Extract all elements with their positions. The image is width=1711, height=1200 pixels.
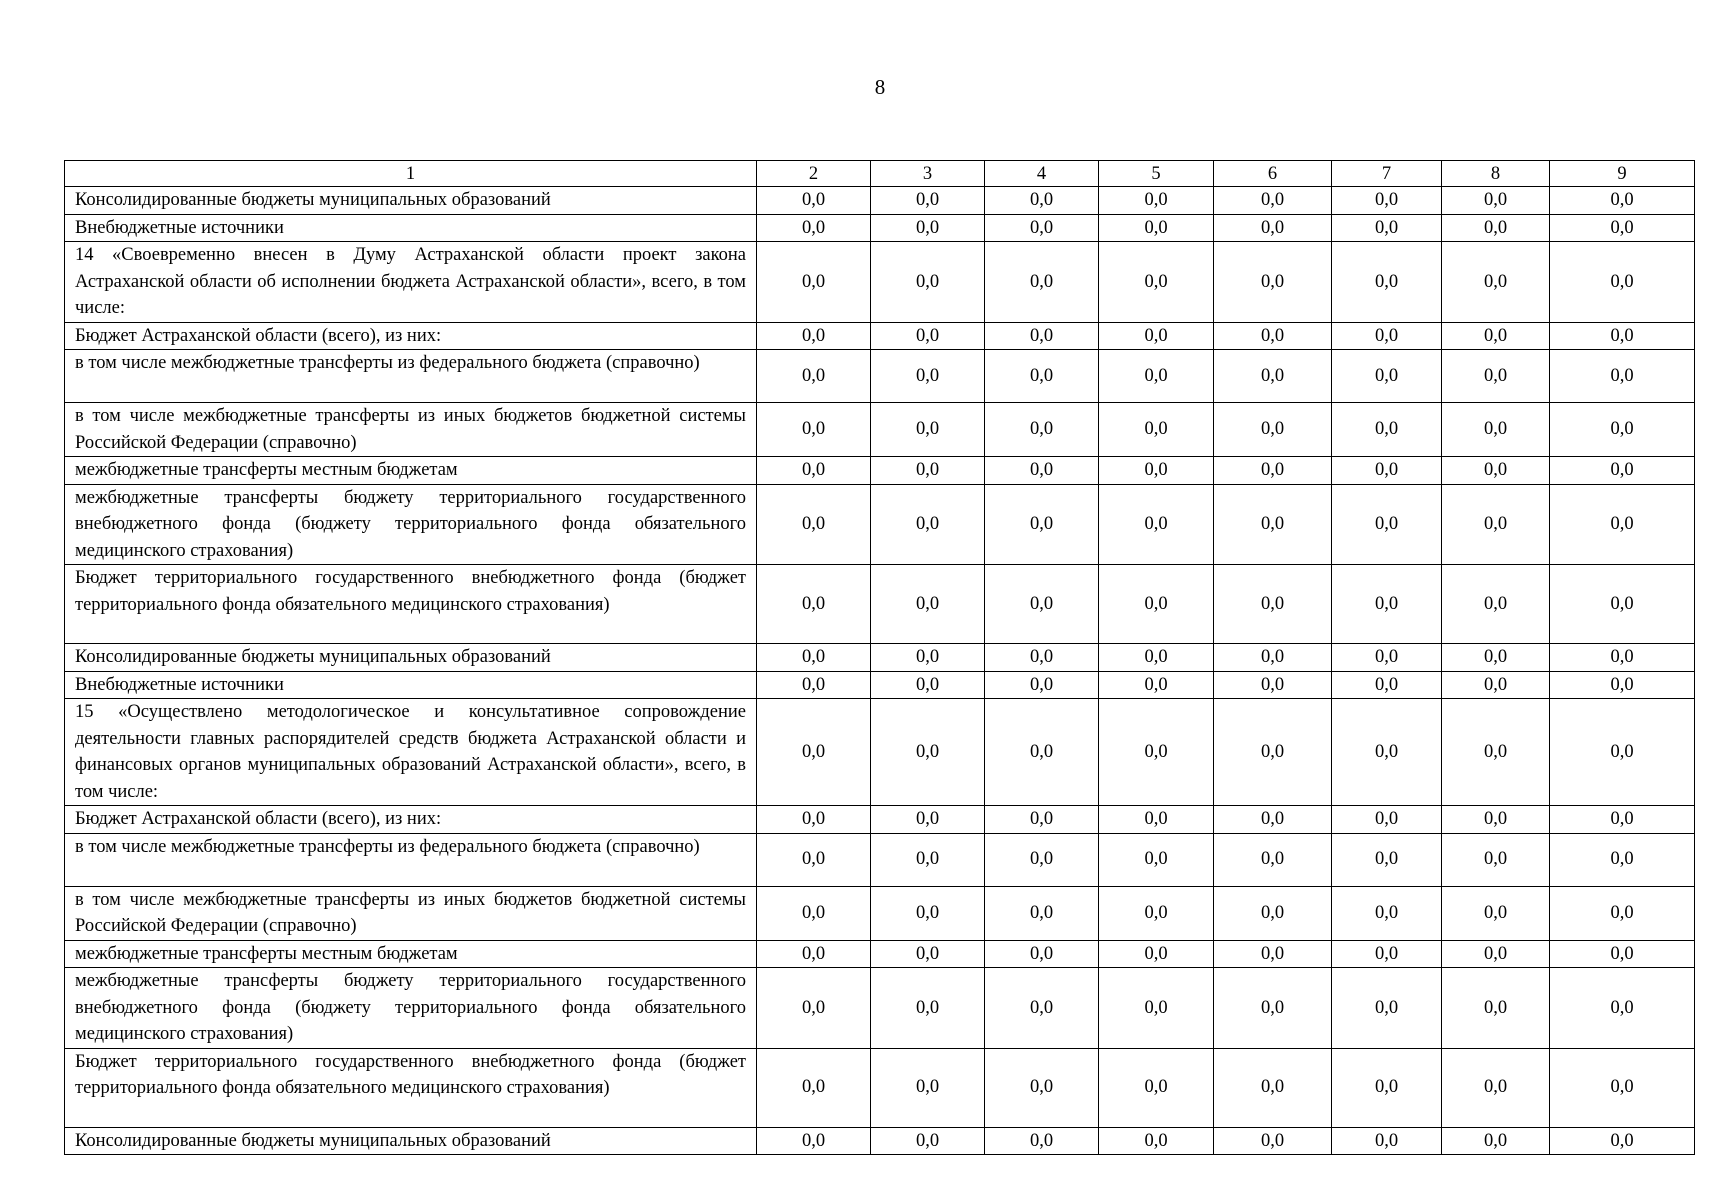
value-cell: 0,0 [871, 403, 985, 457]
value-cell: 0,0 [1214, 484, 1332, 565]
value-cell: 0,0 [1099, 886, 1214, 940]
value-cell: 0,0 [1214, 457, 1332, 485]
value-cell: 0,0 [1550, 886, 1695, 940]
row-label: Внебюджетные источники [65, 671, 757, 699]
value-cell: 0,0 [985, 403, 1099, 457]
value-cell: 0,0 [871, 886, 985, 940]
value-cell: 0,0 [1099, 242, 1214, 323]
value-cell: 0,0 [1442, 187, 1550, 215]
value-cell: 0,0 [1550, 214, 1695, 242]
value-cell: 0,0 [757, 1127, 871, 1155]
table-row [65, 833, 1695, 886]
value-cell: 0,0 [871, 457, 985, 485]
value-cell: 0,0 [1332, 214, 1442, 242]
value-cell: 0,0 [1550, 565, 1695, 644]
value-cell: 0,0 [985, 1048, 1099, 1127]
row-label: 14 «Своевременно внесен в Думу Астраханской области проект закона Астраханской области об исполнении бюджета Астраханской области», всего, в том числе: [65, 242, 757, 323]
value-cell: 0,0 [871, 644, 985, 672]
value-cell: 0,0 [1442, 403, 1550, 457]
value-cell: 0,0 [1099, 968, 1214, 1049]
row-label: в том числе межбюджетные трансферты из федерального бюджета (справочно) [65, 833, 757, 886]
value-cell: 0,0 [1099, 484, 1214, 565]
value-cell: 0,0 [757, 1048, 871, 1127]
row-label: Бюджет территориального государственного внебюджетного фонда (бюджет территориального фонда обязательного медицинского страхования) [65, 1048, 757, 1127]
value-cell: 0,0 [1442, 833, 1550, 886]
value-cell: 0,0 [871, 699, 985, 806]
value-cell: 0,0 [1214, 242, 1332, 323]
value-cell: 0,0 [1442, 350, 1550, 403]
value-cell: 0,0 [985, 886, 1099, 940]
value-cell: 0,0 [1214, 968, 1332, 1049]
value-cell: 0,0 [1550, 644, 1695, 672]
row-label: 15 «Осуществлено методологическое и консультативное сопровождение деятельности главных распорядителей средств бюджета Астраханской области и финансовых органов муниципальных образований Астраханской области», всего, в том числе: [65, 699, 757, 806]
table-row [65, 806, 1695, 834]
value-cell: 0,0 [1442, 484, 1550, 565]
value-cell: 0,0 [985, 350, 1099, 403]
value-cell: 0,0 [871, 242, 985, 323]
table-row [65, 565, 1695, 644]
value-cell: 0,0 [1332, 833, 1442, 886]
page-number: 8 [874, 75, 886, 99]
value-cell: 0,0 [1332, 322, 1442, 350]
table-row [65, 671, 1695, 699]
value-cell: 0,0 [1332, 403, 1442, 457]
value-cell: 0,0 [1214, 1048, 1332, 1127]
column-header: 9 [1550, 161, 1695, 187]
value-cell: 0,0 [757, 242, 871, 323]
value-cell: 0,0 [757, 806, 871, 834]
value-cell: 0,0 [1099, 565, 1214, 644]
value-cell: 0,0 [985, 242, 1099, 323]
table-row [65, 457, 1695, 485]
value-cell: 0,0 [985, 1127, 1099, 1155]
value-cell: 0,0 [1442, 322, 1550, 350]
column-header: 8 [1442, 161, 1550, 187]
column-header: 6 [1214, 161, 1332, 187]
table-row [65, 1127, 1695, 1155]
row-label: Консолидированные бюджеты муниципальных образований [65, 1127, 757, 1155]
value-cell: 0,0 [871, 940, 985, 968]
value-cell: 0,0 [1442, 644, 1550, 672]
value-cell: 0,0 [1550, 322, 1695, 350]
value-cell: 0,0 [1332, 457, 1442, 485]
value-cell: 0,0 [1332, 806, 1442, 834]
table-row [65, 242, 1695, 323]
value-cell: 0,0 [1099, 214, 1214, 242]
table-row [65, 940, 1695, 968]
value-cell: 0,0 [1332, 242, 1442, 323]
row-label: Бюджет Астраханской области (всего), из них: [65, 322, 757, 350]
value-cell: 0,0 [1550, 940, 1695, 968]
value-cell: 0,0 [1332, 187, 1442, 215]
value-cell: 0,0 [1550, 833, 1695, 886]
value-cell: 0,0 [1550, 1127, 1695, 1155]
value-cell: 0,0 [1214, 940, 1332, 968]
value-cell: 0,0 [871, 187, 985, 215]
value-cell: 0,0 [985, 457, 1099, 485]
value-cell: 0,0 [1332, 1048, 1442, 1127]
value-cell: 0,0 [757, 699, 871, 806]
table-row [65, 187, 1695, 215]
value-cell: 0,0 [985, 565, 1099, 644]
value-cell: 0,0 [757, 350, 871, 403]
value-cell: 0,0 [1099, 671, 1214, 699]
table-row [65, 484, 1695, 565]
value-cell: 0,0 [1214, 699, 1332, 806]
value-cell: 0,0 [871, 322, 985, 350]
value-cell: 0,0 [757, 403, 871, 457]
value-cell: 0,0 [1332, 565, 1442, 644]
value-cell: 0,0 [757, 214, 871, 242]
value-cell: 0,0 [871, 806, 985, 834]
value-cell: 0,0 [1099, 322, 1214, 350]
value-cell: 0,0 [1214, 671, 1332, 699]
value-cell: 0,0 [871, 1127, 985, 1155]
value-cell: 0,0 [1099, 644, 1214, 672]
row-label: межбюджетные трансферты бюджету территориального государственного внебюджетного фонда (бюджету территориального фонда обязательного медицинского страхования) [65, 968, 757, 1049]
value-cell: 0,0 [1442, 886, 1550, 940]
value-cell: 0,0 [757, 968, 871, 1049]
value-cell: 0,0 [1332, 671, 1442, 699]
value-cell: 0,0 [1332, 699, 1442, 806]
value-cell: 0,0 [871, 350, 985, 403]
value-cell: 0,0 [1550, 350, 1695, 403]
row-label: Консолидированные бюджеты муниципальных образований [65, 644, 757, 672]
value-cell: 0,0 [871, 968, 985, 1049]
value-cell: 0,0 [871, 214, 985, 242]
row-label: в том числе межбюджетные трансферты из иных бюджетов бюджетной системы Российской Федерации (справочно) [65, 886, 757, 940]
table-row [65, 968, 1695, 1049]
value-cell: 0,0 [985, 214, 1099, 242]
value-cell: 0,0 [1550, 968, 1695, 1049]
value-cell: 0,0 [985, 644, 1099, 672]
value-cell: 0,0 [1550, 187, 1695, 215]
value-cell: 0,0 [1099, 940, 1214, 968]
value-cell: 0,0 [871, 484, 985, 565]
value-cell: 0,0 [985, 671, 1099, 699]
value-cell: 0,0 [985, 322, 1099, 350]
value-cell: 0,0 [1099, 403, 1214, 457]
value-cell: 0,0 [1550, 699, 1695, 806]
value-cell: 0,0 [1442, 457, 1550, 485]
row-label: межбюджетные трансферты местным бюджетам [65, 457, 757, 485]
table-row [65, 886, 1695, 940]
table-row [65, 1048, 1695, 1127]
value-cell: 0,0 [1442, 214, 1550, 242]
value-cell: 0,0 [871, 833, 985, 886]
value-cell: 0,0 [1442, 699, 1550, 806]
value-cell: 0,0 [1332, 644, 1442, 672]
value-cell: 0,0 [1442, 806, 1550, 834]
value-cell: 0,0 [757, 886, 871, 940]
value-cell: 0,0 [1550, 242, 1695, 323]
row-label: в том числе межбюджетные трансферты из федерального бюджета (справочно) [65, 350, 757, 403]
value-cell: 0,0 [1099, 1048, 1214, 1127]
value-cell: 0,0 [757, 671, 871, 699]
value-cell: 0,0 [1550, 1048, 1695, 1127]
column-header: 7 [1332, 161, 1442, 187]
value-cell: 0,0 [1332, 886, 1442, 940]
table-header-row [65, 161, 1695, 187]
value-cell: 0,0 [985, 806, 1099, 834]
row-label: межбюджетные трансферты бюджету территориального государственного внебюджетного фонда (бюджету территориального фонда обязательного медицинского страхования) [65, 484, 757, 565]
value-cell: 0,0 [757, 940, 871, 968]
value-cell: 0,0 [1442, 242, 1550, 323]
value-cell: 0,0 [1442, 671, 1550, 699]
value-cell: 0,0 [1214, 1127, 1332, 1155]
value-cell: 0,0 [1332, 484, 1442, 565]
column-header: 1 [65, 161, 757, 187]
value-cell: 0,0 [1550, 403, 1695, 457]
value-cell: 0,0 [1332, 968, 1442, 1049]
value-cell: 0,0 [1550, 457, 1695, 485]
value-cell: 0,0 [1214, 322, 1332, 350]
value-cell: 0,0 [1332, 350, 1442, 403]
value-cell: 0,0 [985, 833, 1099, 886]
row-label: Бюджет территориального государственного внебюджетного фонда (бюджет территориального фонда обязательного медицинского страхования) [65, 565, 757, 644]
value-cell: 0,0 [985, 940, 1099, 968]
value-cell: 0,0 [757, 322, 871, 350]
value-cell: 0,0 [1099, 1127, 1214, 1155]
value-cell: 0,0 [757, 457, 871, 485]
value-cell: 0,0 [1099, 187, 1214, 215]
value-cell: 0,0 [1214, 403, 1332, 457]
value-cell: 0,0 [1214, 833, 1332, 886]
value-cell: 0,0 [1442, 1127, 1550, 1155]
table-row [65, 403, 1695, 457]
value-cell: 0,0 [1214, 187, 1332, 215]
value-cell: 0,0 [757, 187, 871, 215]
value-cell: 0,0 [985, 484, 1099, 565]
value-cell: 0,0 [757, 565, 871, 644]
value-cell: 0,0 [1550, 806, 1695, 834]
value-cell: 0,0 [871, 565, 985, 644]
value-cell: 0,0 [1442, 968, 1550, 1049]
column-header: 3 [871, 161, 985, 187]
row-label: межбюджетные трансферты местным бюджетам [65, 940, 757, 968]
column-header: 4 [985, 161, 1099, 187]
value-cell: 0,0 [757, 644, 871, 672]
value-cell: 0,0 [1442, 1048, 1550, 1127]
value-cell: 0,0 [871, 671, 985, 699]
value-cell: 0,0 [1214, 886, 1332, 940]
value-cell: 0,0 [985, 187, 1099, 215]
table-row [65, 322, 1695, 350]
value-cell: 0,0 [1099, 833, 1214, 886]
column-header: 5 [1099, 161, 1214, 187]
budget-table [64, 160, 1695, 1155]
value-cell: 0,0 [1332, 940, 1442, 968]
row-label: Бюджет Астраханской области (всего), из них: [65, 806, 757, 834]
value-cell: 0,0 [1332, 1127, 1442, 1155]
value-cell: 0,0 [1214, 644, 1332, 672]
row-label: Консолидированные бюджеты муниципальных образований [65, 187, 757, 215]
value-cell: 0,0 [985, 699, 1099, 806]
value-cell: 0,0 [1099, 699, 1214, 806]
value-cell: 0,0 [1214, 350, 1332, 403]
value-cell: 0,0 [1214, 214, 1332, 242]
value-cell: 0,0 [757, 484, 871, 565]
table-row [65, 214, 1695, 242]
value-cell: 0,0 [1442, 565, 1550, 644]
row-label: Внебюджетные источники [65, 214, 757, 242]
table-row [65, 644, 1695, 672]
value-cell: 0,0 [1099, 806, 1214, 834]
value-cell: 0,0 [1550, 484, 1695, 565]
value-cell: 0,0 [1214, 565, 1332, 644]
table-row [65, 699, 1695, 806]
value-cell: 0,0 [985, 968, 1099, 1049]
value-cell: 0,0 [1214, 806, 1332, 834]
column-header: 2 [757, 161, 871, 187]
value-cell: 0,0 [1099, 457, 1214, 485]
value-cell: 0,0 [1442, 940, 1550, 968]
value-cell: 0,0 [757, 833, 871, 886]
table-row [65, 350, 1695, 403]
value-cell: 0,0 [1550, 671, 1695, 699]
row-label: в том числе межбюджетные трансферты из иных бюджетов бюджетной системы Российской Федерации (справочно) [65, 403, 757, 457]
value-cell: 0,0 [871, 1048, 985, 1127]
value-cell: 0,0 [1099, 350, 1214, 403]
